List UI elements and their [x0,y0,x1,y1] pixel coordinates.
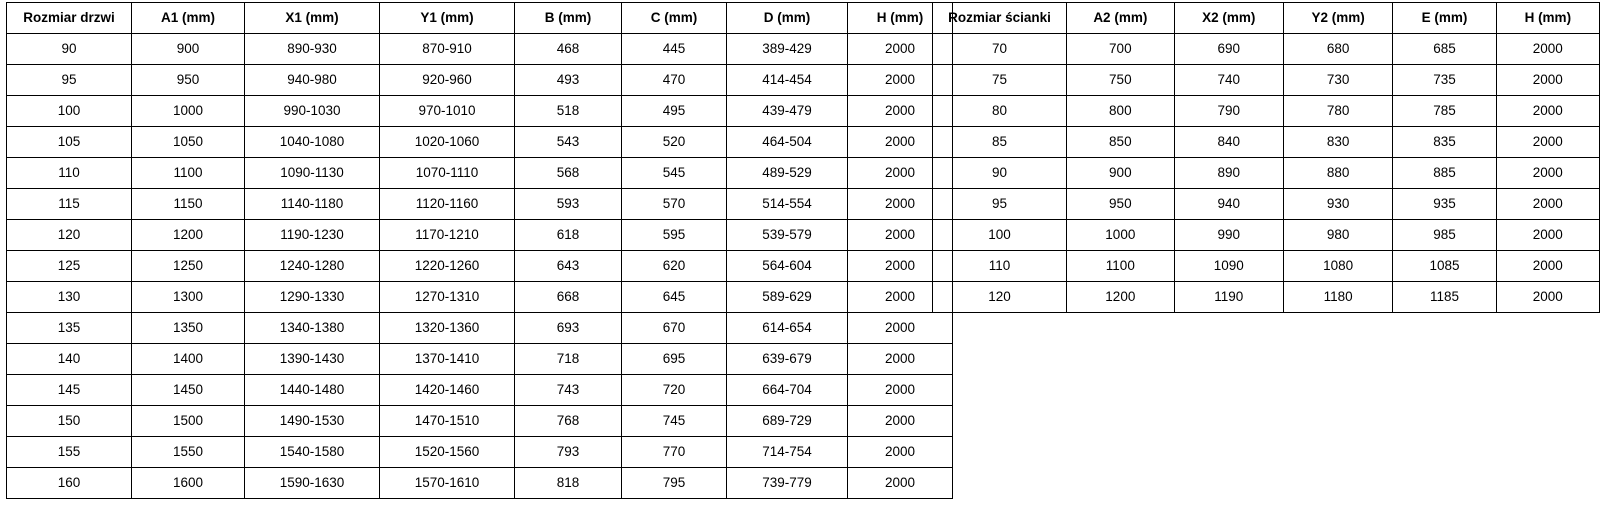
doors-dimensions-table-container [6,2,953,499]
column-header: X1 (mm) [245,3,380,34]
table-cell: 795 [622,468,727,499]
table-cell: 160 [7,468,132,499]
table-cell: 830 [1283,127,1392,158]
table-cell: 770 [622,437,727,468]
table-row [933,34,1600,65]
table-cell: 75 [933,65,1067,96]
table-cell: 593 [515,189,622,220]
table-header-row [7,3,953,34]
table-cell: 1240-1280 [245,251,380,282]
table-cell: 920-960 [380,65,515,96]
table-cell: 1200 [1067,282,1174,313]
table-cell: 85 [933,127,1067,158]
column-header: X2 (mm) [1174,3,1283,34]
table-cell: 1180 [1283,282,1392,313]
table-cell: 1320-1360 [380,313,515,344]
table-cell: 110 [7,158,132,189]
table-cell: 714-754 [727,437,848,468]
table-cell: 1370-1410 [380,344,515,375]
table-cell: 100 [7,96,132,127]
table-row [7,468,953,499]
table-cell: 1120-1160 [380,189,515,220]
table-row [7,344,953,375]
walls-dimensions-table [932,2,1600,313]
table-row [7,251,953,282]
table-row [933,282,1600,313]
table-row [7,220,953,251]
table-cell: 670 [622,313,727,344]
column-header: A1 (mm) [132,3,245,34]
table-cell: 940 [1174,189,1283,220]
table-cell: 850 [1067,127,1174,158]
table-cell: 489-529 [727,158,848,189]
table-cell: 1140-1180 [245,189,380,220]
table-cell: 614-654 [727,313,848,344]
table-cell: 1200 [132,220,245,251]
column-header: C (mm) [622,3,727,34]
table-cell: 639-679 [727,344,848,375]
table-cell: 90 [7,34,132,65]
table-cell: 940-980 [245,65,380,96]
table-cell: 1050 [132,127,245,158]
table-cell: 568 [515,158,622,189]
table-cell: 90 [933,158,1067,189]
table-cell: 520 [622,127,727,158]
table-cell: 743 [515,375,622,406]
table-cell: 970-1010 [380,96,515,127]
table-cell: 730 [1283,65,1392,96]
table-cell: 1070-1110 [380,158,515,189]
table-cell: 620 [622,251,727,282]
table-cell: 110 [933,251,1067,282]
table-cell: 2000 [848,34,953,65]
table-cell: 1080 [1283,251,1392,282]
table-row [7,158,953,189]
table-cell: 1100 [132,158,245,189]
table-cell: 2000 [848,251,953,282]
table-cell: 80 [933,96,1067,127]
column-header: Y1 (mm) [380,3,515,34]
table-cell: 950 [132,65,245,96]
table-cell: 1090 [1174,251,1283,282]
table-cell: 693 [515,313,622,344]
table-cell: 1340-1380 [245,313,380,344]
table-cell: 2000 [848,375,953,406]
table-row [7,189,953,220]
doors-dimensions-table [6,2,953,499]
table-cell: 818 [515,468,622,499]
table-cell: 2000 [848,313,953,344]
table-cell: 900 [1067,158,1174,189]
table-cell: 1090-1130 [245,158,380,189]
table-cell: 1590-1630 [245,468,380,499]
table-row [933,65,1600,96]
table-cell: 445 [622,34,727,65]
table-cell: 2000 [848,189,953,220]
table-row [933,189,1600,220]
table-cell: 618 [515,220,622,251]
table-row [7,282,953,313]
table-cell: 785 [1393,96,1496,127]
table-cell: 645 [622,282,727,313]
table-cell: 880 [1283,158,1392,189]
table-cell: 95 [933,189,1067,220]
walls-table-header [933,3,1600,34]
table-cell: 539-579 [727,220,848,251]
table-cell: 900 [132,34,245,65]
table-cell: 570 [622,189,727,220]
column-header: Rozmiar drzwi [7,3,132,34]
table-cell: 589-629 [727,282,848,313]
table-row [7,96,953,127]
doors-table-header [7,3,953,34]
table-cell: 414-454 [727,65,848,96]
table-row [7,437,953,468]
table-cell: 2000 [1496,220,1599,251]
table-header-row [933,3,1600,34]
table-row [933,158,1600,189]
table-cell: 935 [1393,189,1496,220]
table-cell: 885 [1393,158,1496,189]
table-cell: 1040-1080 [245,127,380,158]
column-header: E (mm) [1393,3,1496,34]
column-header: B (mm) [515,3,622,34]
table-cell: 990-1030 [245,96,380,127]
table-cell: 495 [622,96,727,127]
table-cell: 1470-1510 [380,406,515,437]
table-cell: 1150 [132,189,245,220]
table-cell: 780 [1283,96,1392,127]
table-cell: 890-930 [245,34,380,65]
table-cell: 1600 [132,468,245,499]
table-cell: 464-504 [727,127,848,158]
table-row [933,127,1600,158]
table-cell: 120 [7,220,132,251]
table-cell: 664-704 [727,375,848,406]
table-cell: 2000 [1496,189,1599,220]
table-cell: 1450 [132,375,245,406]
table-cell: 2000 [848,220,953,251]
table-cell: 950 [1067,189,1174,220]
table-cell: 1500 [132,406,245,437]
column-header: H (mm) [1496,3,1599,34]
table-cell: 389-429 [727,34,848,65]
table-cell: 2000 [848,406,953,437]
table-cell: 105 [7,127,132,158]
column-header: Rozmiar ścianki [933,3,1067,34]
table-cell: 470 [622,65,727,96]
table-cell: 1270-1310 [380,282,515,313]
table-cell: 930 [1283,189,1392,220]
column-header: Y2 (mm) [1283,3,1392,34]
table-row [7,65,953,96]
table-cell: 1020-1060 [380,127,515,158]
table-cell: 140 [7,344,132,375]
table-cell: 1190-1230 [245,220,380,251]
table-cell: 870-910 [380,34,515,65]
table-cell: 2000 [1496,34,1599,65]
table-cell: 2000 [1496,127,1599,158]
table-cell: 793 [515,437,622,468]
table-cell: 595 [622,220,727,251]
table-cell: 739-779 [727,468,848,499]
table-cell: 564-604 [727,251,848,282]
table-cell: 685 [1393,34,1496,65]
table-cell: 70 [933,34,1067,65]
table-cell: 790 [1174,96,1283,127]
table-cell: 1300 [132,282,245,313]
column-header: D (mm) [727,3,848,34]
table-cell: 1100 [1067,251,1174,282]
table-cell: 468 [515,34,622,65]
table-row [7,34,953,65]
table-cell: 689-729 [727,406,848,437]
table-cell: 1550 [132,437,245,468]
table-cell: 150 [7,406,132,437]
table-cell: 130 [7,282,132,313]
table-cell: 493 [515,65,622,96]
table-cell: 135 [7,313,132,344]
table-cell: 695 [622,344,727,375]
table-row [7,127,953,158]
table-row [933,96,1600,127]
table-cell: 800 [1067,96,1174,127]
table-cell: 840 [1174,127,1283,158]
table-cell: 990 [1174,220,1283,251]
table-cell: 720 [622,375,727,406]
table-row [933,220,1600,251]
table-cell: 1290-1330 [245,282,380,313]
table-cell: 985 [1393,220,1496,251]
table-cell: 718 [515,344,622,375]
table-cell: 700 [1067,34,1174,65]
table-cell: 1190 [1174,282,1283,313]
table-cell: 680 [1283,34,1392,65]
table-cell: 543 [515,127,622,158]
table-cell: 100 [933,220,1067,251]
table-cell: 2000 [1496,65,1599,96]
table-cell: 2000 [848,127,953,158]
table-cell: 1250 [132,251,245,282]
table-row [933,251,1600,282]
table-cell: 1350 [132,313,245,344]
table-cell: 120 [933,282,1067,313]
table-cell: 1170-1210 [380,220,515,251]
table-cell: 740 [1174,65,1283,96]
table-cell: 2000 [1496,158,1599,189]
table-cell: 1400 [132,344,245,375]
walls-table-body [933,34,1600,313]
table-cell: 545 [622,158,727,189]
table-cell: 115 [7,189,132,220]
doors-table-body [7,34,953,499]
table-cell: 2000 [848,96,953,127]
column-header: H (mm) [848,3,953,34]
table-cell: 145 [7,375,132,406]
table-cell: 2000 [1496,96,1599,127]
table-cell: 1390-1430 [245,344,380,375]
table-cell: 125 [7,251,132,282]
table-cell: 745 [622,406,727,437]
table-row [7,375,953,406]
table-cell: 690 [1174,34,1283,65]
table-cell: 643 [515,251,622,282]
table-cell: 1000 [132,96,245,127]
table-cell: 1420-1460 [380,375,515,406]
table-row [7,313,953,344]
table-cell: 2000 [848,437,953,468]
table-cell: 2000 [1496,251,1599,282]
table-cell: 2000 [848,282,953,313]
table-cell: 768 [515,406,622,437]
table-cell: 2000 [848,344,953,375]
table-cell: 980 [1283,220,1392,251]
table-cell: 1440-1480 [245,375,380,406]
table-cell: 1520-1560 [380,437,515,468]
column-header: A2 (mm) [1067,3,1174,34]
table-cell: 1540-1580 [245,437,380,468]
table-cell: 750 [1067,65,1174,96]
table-cell: 1570-1610 [380,468,515,499]
table-cell: 835 [1393,127,1496,158]
table-cell: 735 [1393,65,1496,96]
table-cell: 2000 [848,65,953,96]
table-cell: 2000 [1496,282,1599,313]
table-cell: 518 [515,96,622,127]
table-cell: 514-554 [727,189,848,220]
table-cell: 439-479 [727,96,848,127]
table-cell: 890 [1174,158,1283,189]
table-cell: 1085 [1393,251,1496,282]
table-cell: 1490-1530 [245,406,380,437]
table-cell: 1220-1260 [380,251,515,282]
walls-dimensions-table-container [932,2,1600,313]
table-cell: 1185 [1393,282,1496,313]
table-cell: 95 [7,65,132,96]
table-row [7,406,953,437]
table-cell: 2000 [848,468,953,499]
table-cell: 668 [515,282,622,313]
table-cell: 2000 [848,158,953,189]
table-cell: 1000 [1067,220,1174,251]
table-cell: 155 [7,437,132,468]
